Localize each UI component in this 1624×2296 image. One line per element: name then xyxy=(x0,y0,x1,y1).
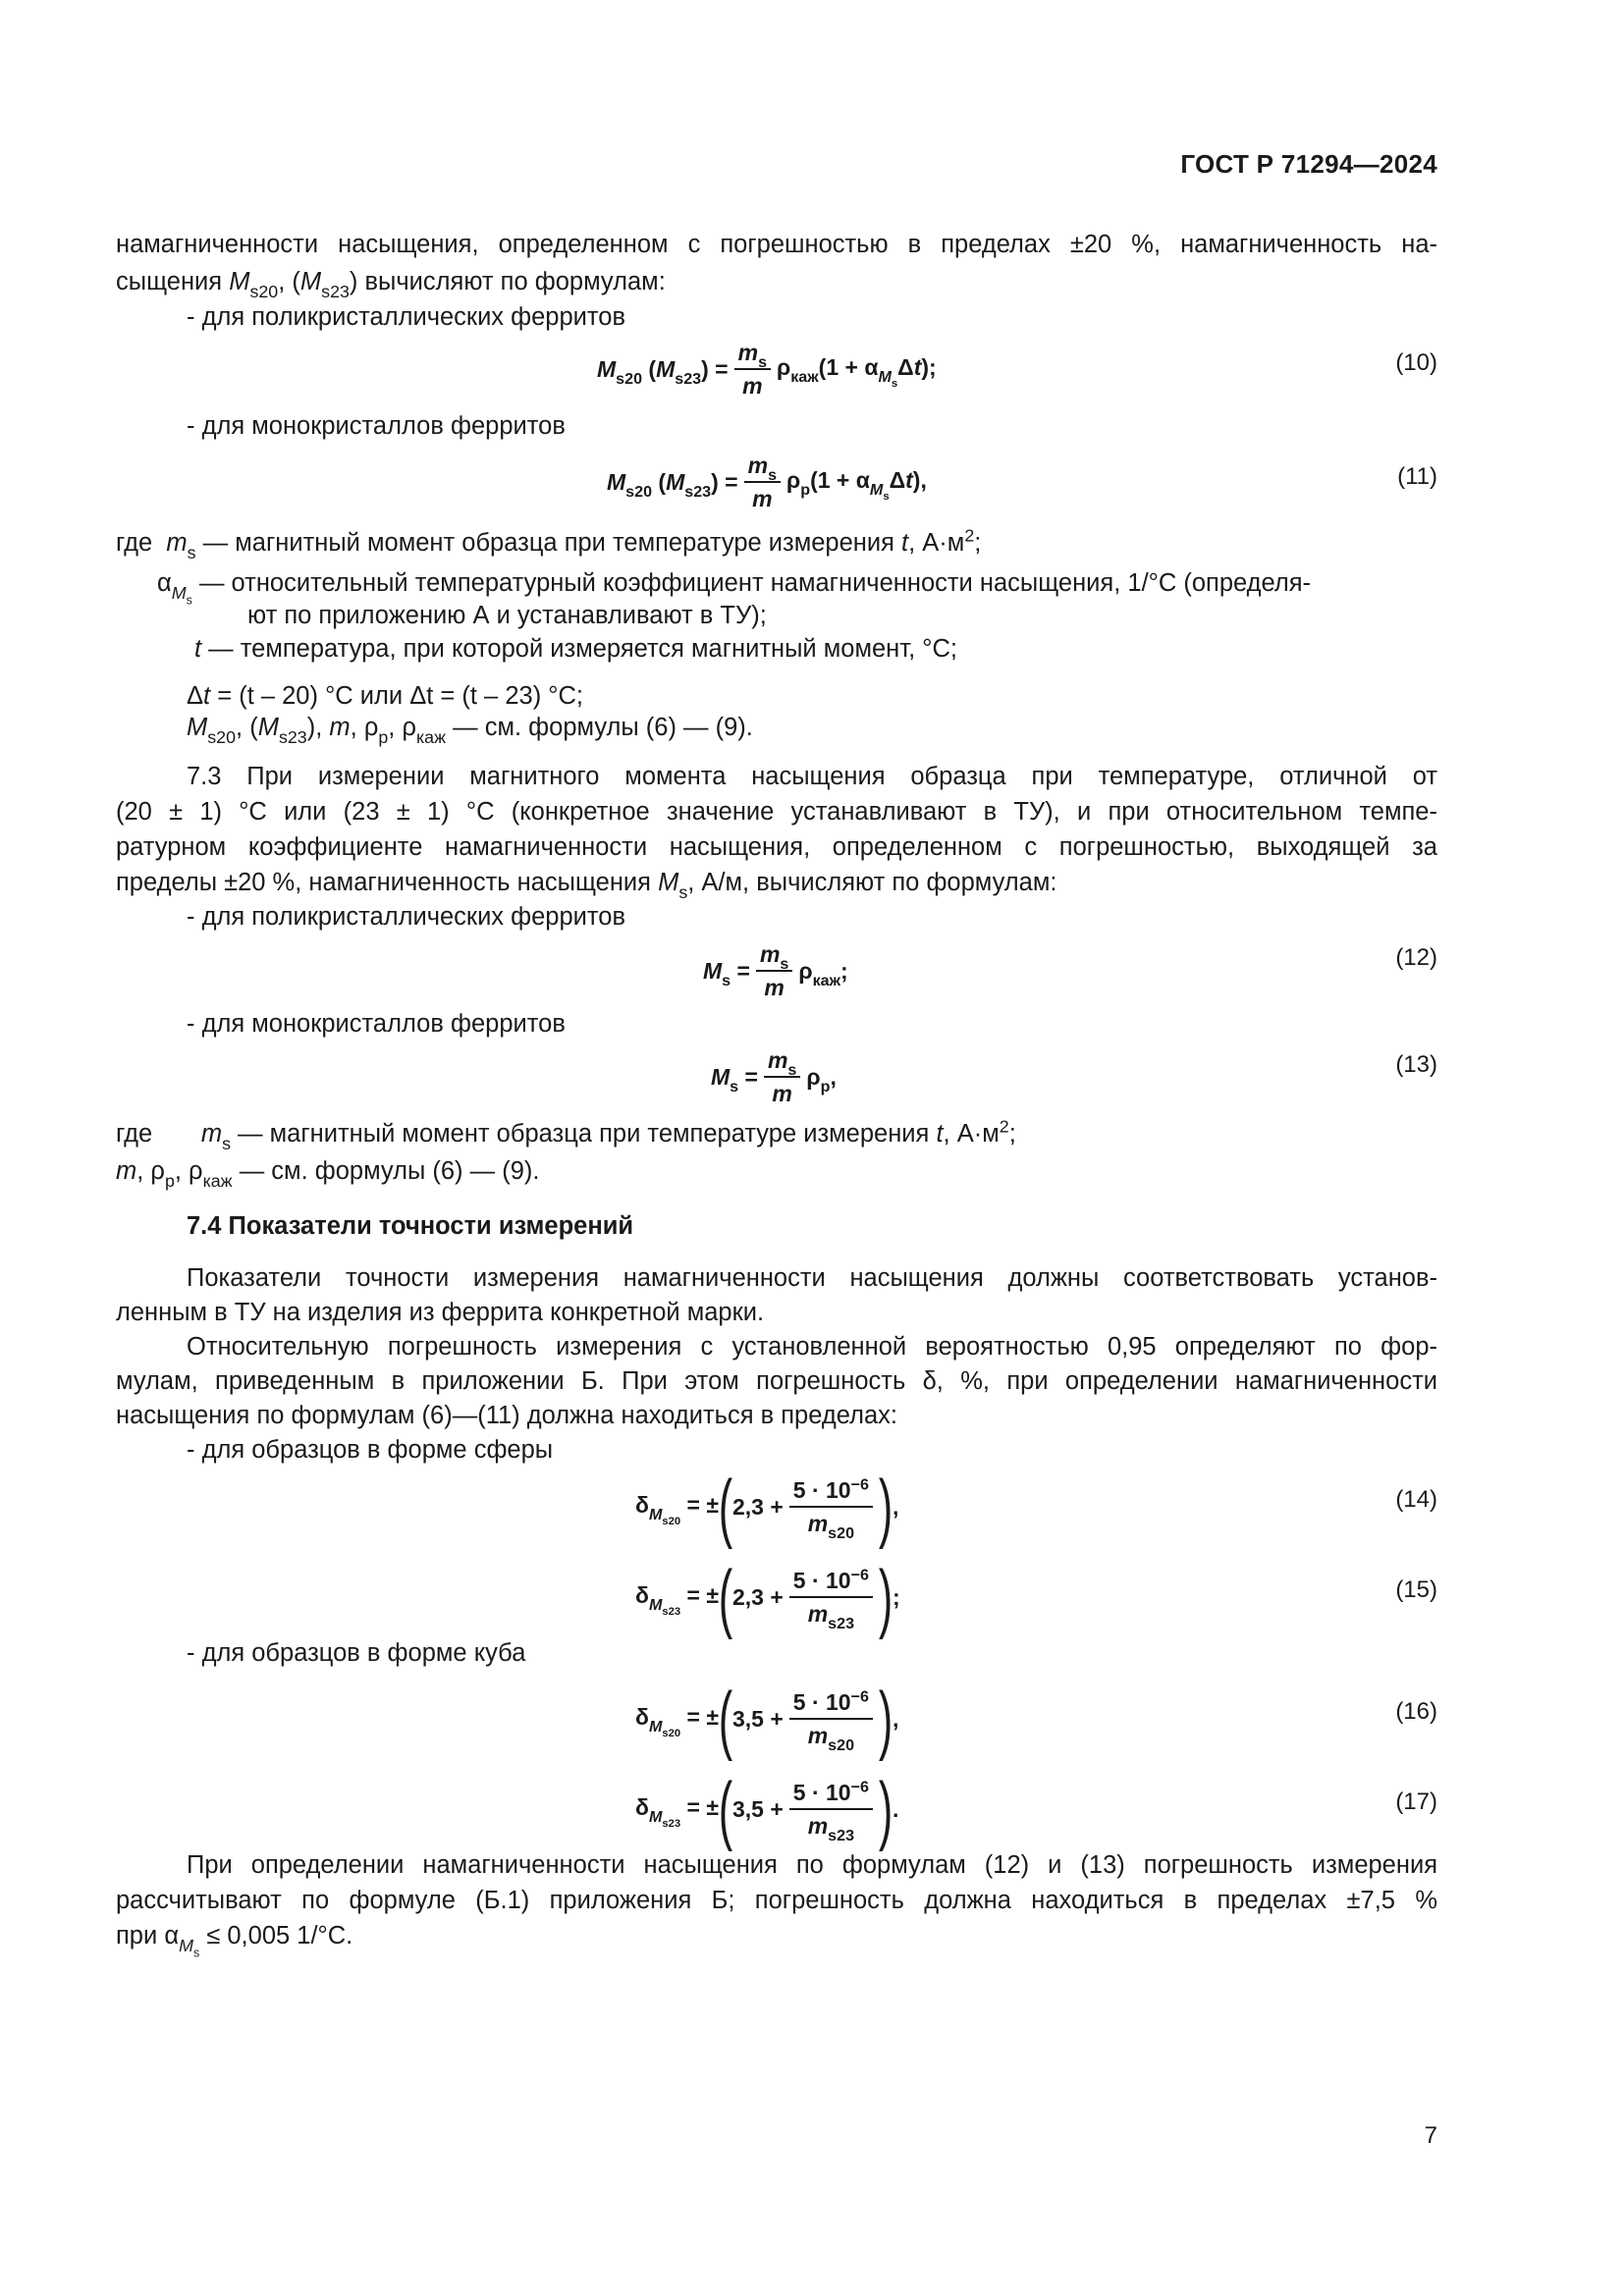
intro-line-1: намагниченности насыщения, определенном с погрешностью в пределах ±20 %, намагниченность на- xyxy=(116,231,1437,258)
formula-10: $M_{s20}$ $(M_{s23})$ = $\frac{m_s}{m}$ $\rho_{каж}(1 + \alpha_{M_s}\Delta t)$; xyxy=(597,340,937,399)
item-cube: - для образцов в форме куба xyxy=(187,1639,526,1667)
formula-13: $M_s$ = $\frac{m_s}{m}$ $\rho_р$, xyxy=(711,1047,837,1106)
para-7-3-line-4: пределы ±20 %, намагниченность насыщения $M_s$, А/м, вычисляют по формулам: xyxy=(116,869,1057,903)
page-number: 7 xyxy=(1424,2122,1437,2149)
formula-12-number: (12) xyxy=(1395,944,1437,971)
item-sphere: - для образцов в форме сферы xyxy=(187,1436,554,1464)
formula-17: $\delta_{M_{s23}}$ = ± ( 3,5 + $\frac{5 \cdot 10^{-6}}{m_{s23}}$ ) . xyxy=(635,1766,899,1852)
formula-14-number: (14) xyxy=(1395,1486,1437,1513)
formula-11: $M_{s20}$ $(M_{s23})$ = $\frac{m_s}{m}$ $\rho_р(1 + \alpha_{M_s}\Delta t)$, xyxy=(607,453,927,511)
formula-13-number: (13) xyxy=(1395,1051,1437,1078)
section-7-4-p2-line-3: насыщения по формулам (6)—(11) должна находиться в пределах: xyxy=(116,1402,897,1429)
def-alpha-cont: ют по приложению А и устанавливают в ТУ); xyxy=(247,602,767,629)
formula-15: $\delta_{M_{s23}}$ = ± ( 2,3 + $\frac{5 \cdot 10^{-6}}{m_{s23}}$ ) ; xyxy=(635,1554,900,1640)
formula-12: $M_s$ = $\frac{m_s}{m}$ $\rho_{каж}$; xyxy=(703,941,848,1000)
formula-16: $\delta_{M_{s20}}$ = ± ( 3,5 + $\frac{5 \cdot 10^{-6}}{m_{s20}}$ ) , xyxy=(635,1676,899,1762)
def-alpha: $\alpha_{M_s}$ — относительный температурный коэффициент намагниченности насыщения, 1/°С (определя- xyxy=(157,569,1312,608)
def-delta-t: Δt = (t – 20) °С или Δt = (t – 23) °С; xyxy=(187,682,583,710)
section-7-4-p3-line-2: рассчитывают по формуле (Б.1) приложения Б; погрешность должна находиться в пределах ±7,5 % xyxy=(116,1887,1437,1914)
section-7-4-title: 7.4 Показатели точности измерений xyxy=(187,1212,634,1240)
para-7-3-line-2: (20 ± 1) °С или (23 ± 1) °С (конкретное значение устанавливают в ТУ), и при относительном темпе- xyxy=(116,798,1437,826)
para-7-3-item-monocrystal: - для монокристаллов ферритов xyxy=(187,1010,566,1038)
formula-15-number: (15) xyxy=(1395,1576,1437,1603)
intro-item-polycrystal: - для поликристаллических ферритов xyxy=(187,303,626,331)
formula-17-number: (17) xyxy=(1395,1789,1437,1815)
para-7-3-item-polycrystal: - для поликристаллических ферритов xyxy=(187,903,626,931)
intro-item-monocrystal: - для монокристаллов ферритов xyxy=(187,412,566,440)
def2-ms: где $m_s$ — магнитный момент образца при температуре измерения t, $А\cdot м^2$; xyxy=(116,1116,1016,1154)
section-7-4-p2-line-2: мулам, приведенным в приложении Б. При этом погрешность δ, %, при определении намагниченности xyxy=(116,1367,1437,1395)
section-7-4-p2-line-1: Относительную погрешность измерения с установленной вероятностью 0,95 определяют по фор- xyxy=(187,1333,1437,1361)
document-header: ГОСТ Р 71294—2024 xyxy=(1180,149,1437,179)
def-t: t — температура, при которой измеряется магнитный момент, °С; xyxy=(194,635,957,663)
formula-16-number: (16) xyxy=(1395,1698,1437,1725)
para-7-3-line-3: ратурном коэффициенте намагниченности насыщения, определенном с погрешностью, выходящей за xyxy=(116,833,1437,861)
section-7-4-p3-line-1: При определении намагниченности насыщения по формулам (12) и (13) погрешность измерения xyxy=(187,1851,1437,1879)
section-7-4-p3-line-3: при $\alpha_{M_s} \le 0,005$ 1/°С. xyxy=(116,1922,353,1960)
formula-14: $\delta_{M_{s20}}$ = ± ( 2,3 + $\frac{5 \cdot 10^{-6}}{m_{s20}}$ ) , xyxy=(635,1464,899,1550)
formula-11-number: (11) xyxy=(1397,463,1437,490)
section-7-4-p1-line-1: Показатели точности измерения намагниченности насыщения должны соответствовать установ- xyxy=(187,1264,1437,1292)
para-7-3-line-1: 7.3 При измерении магнитного момента насыщения образца при температуре, отличной от xyxy=(187,763,1437,790)
intro-line-2: сыщения $M_{s20}$, $(M_{s23})$ вычисляют по формулам: xyxy=(116,268,666,302)
def-ms: где $m_s$ — магнитный момент образца при температуре измерения t, $А\cdot м^2$; xyxy=(116,525,982,563)
section-7-4-p1-line-2: ленным в ТУ на изделия из феррита конкретной марки. xyxy=(116,1299,765,1326)
formula-10-number: (10) xyxy=(1395,349,1437,376)
def2-ref-formulas: m, $\rho_р$, $\rho_{каж}$ — см. формулы (6) — (9). xyxy=(116,1157,540,1192)
def-ref-formulas: $M_{s20}$, $(M_{s23})$, m, $\rho_р$, $\rho_{каж}$ — см. формулы (6) — (9). xyxy=(187,714,753,748)
